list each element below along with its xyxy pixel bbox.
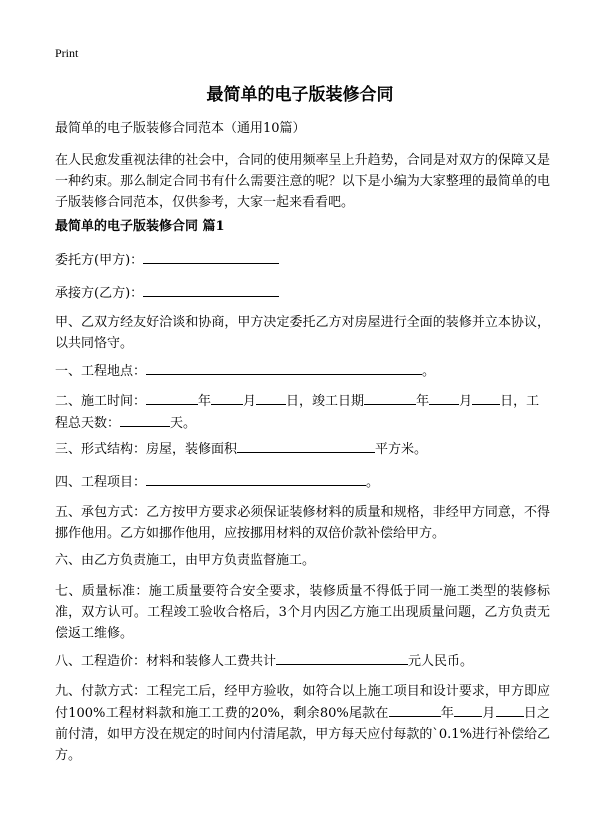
site-blank[interactable] (146, 360, 422, 375)
start-day-unit: 日，竣工日期 (286, 394, 365, 409)
pay-month-unit: 月 (482, 706, 496, 721)
total-days-blank[interactable] (120, 412, 170, 427)
clause-5: 五、承包方式：乙方按甲方要求必须保证装修材料的质量和规格，非经甲方同意，不得挪作他用。乙方如挪作他用，应按挪用材料的双倍价款补偿给甲方。 (55, 505, 550, 541)
print-link[interactable]: Print (55, 46, 79, 60)
contractor-blank[interactable] (143, 282, 279, 297)
clause-8 (55, 650, 550, 672)
pay-month-blank[interactable] (454, 702, 482, 717)
clause-2 (55, 390, 550, 434)
clause-6: 六、由乙方负责施工，由甲方负责监督施工。 (55, 553, 316, 568)
clause-4 (55, 471, 550, 493)
clause-1 (55, 360, 550, 382)
client-line (55, 249, 550, 271)
end-day-unit: 日，工 (500, 394, 540, 409)
intro-paragraph: 在人民愈发重视法律的社会中，合同的使用频率呈上升趋势，合同是对双方的保障又是一种约束。那么制定合同书有什么需要注意的呢？以下是小编为大家整理的最简单的电子版装修合同范本，仅供参考，大家一起来看看吧。 (55, 153, 550, 210)
clause-8-label: 八、工程造价：材料和装修人工费共计 (55, 654, 277, 669)
area-blank[interactable] (237, 438, 375, 453)
start-year-blank[interactable] (146, 390, 198, 405)
clause-1-label: 一、工程地点： (55, 364, 147, 379)
start-month-unit: 月 (243, 394, 257, 409)
client-blank[interactable] (143, 249, 279, 264)
clause-4-label: 四、工程项目： (55, 475, 147, 490)
clause-4-end: 。 (366, 475, 380, 490)
project-blank[interactable] (146, 471, 366, 486)
end-month-blank[interactable] (429, 390, 459, 405)
start-day-blank[interactable] (256, 390, 286, 405)
client-label: 委托方(甲方)： (55, 253, 144, 268)
clause-7: 七、质量标准：施工质量要符合安全要求，装修质量不得低于同一施工类型的装修标准，双方认可。工程竣工验收合格后，3个月内因乙方施工出现质量问题，乙方负责无偿返工维修。 (55, 584, 550, 641)
start-month-blank[interactable] (211, 390, 243, 405)
clause-9 (55, 681, 550, 766)
end-month-unit: 月 (459, 394, 473, 409)
clause-3-unit: 平方米。 (375, 442, 428, 457)
clause-8-unit: 元人民币。 (408, 654, 474, 669)
pay-day-blank[interactable] (496, 702, 524, 717)
clause-1-end: 。 (422, 364, 436, 379)
clause-9-text: 九、付款方式：工程完工后，经甲方验收，如符合以上施工项目和设计要求，甲方即应付100%工程材料款和施工工费的20%，剩余80%尾款在 (55, 684, 550, 721)
end-year-unit: 年 (416, 394, 430, 409)
pay-year-unit: 年 (440, 706, 455, 721)
pay-year-blank[interactable] (389, 702, 441, 717)
document-subtitle: 最简单的电子版装修合同范本（通用10篇） (55, 121, 306, 136)
clause-3 (55, 438, 550, 460)
clause-9-tail: 日之前付清，如甲方没在规定的时间内付清尾款，甲方每天应付每款的`0.1%进行补偿给乙方。 (55, 706, 550, 763)
document-title: 最简单的电子版装修合同 (206, 85, 394, 105)
contractor-line (55, 282, 550, 304)
start-year-unit: 年 (198, 394, 212, 409)
total-days-label: 程总天数： (55, 416, 121, 431)
preamble-paragraph: 甲、乙双方经友好洽谈和协商，甲方决定委托乙方对房屋进行全面的装修并立本协议，以共同恪守。 (55, 315, 550, 351)
clause-3-label: 三、形式结构：房屋，装修面积 (55, 442, 238, 457)
contractor-label: 承接方(乙方)： (55, 286, 144, 301)
clause-2-label: 二、施工时间： (55, 394, 147, 409)
cost-blank[interactable] (276, 650, 408, 665)
section-heading: 最简单的电子版装修合同 篇1 (55, 219, 225, 234)
end-day-blank[interactable] (472, 390, 500, 405)
end-year-blank[interactable] (364, 390, 416, 405)
total-days-unit: 天。 (170, 416, 197, 431)
